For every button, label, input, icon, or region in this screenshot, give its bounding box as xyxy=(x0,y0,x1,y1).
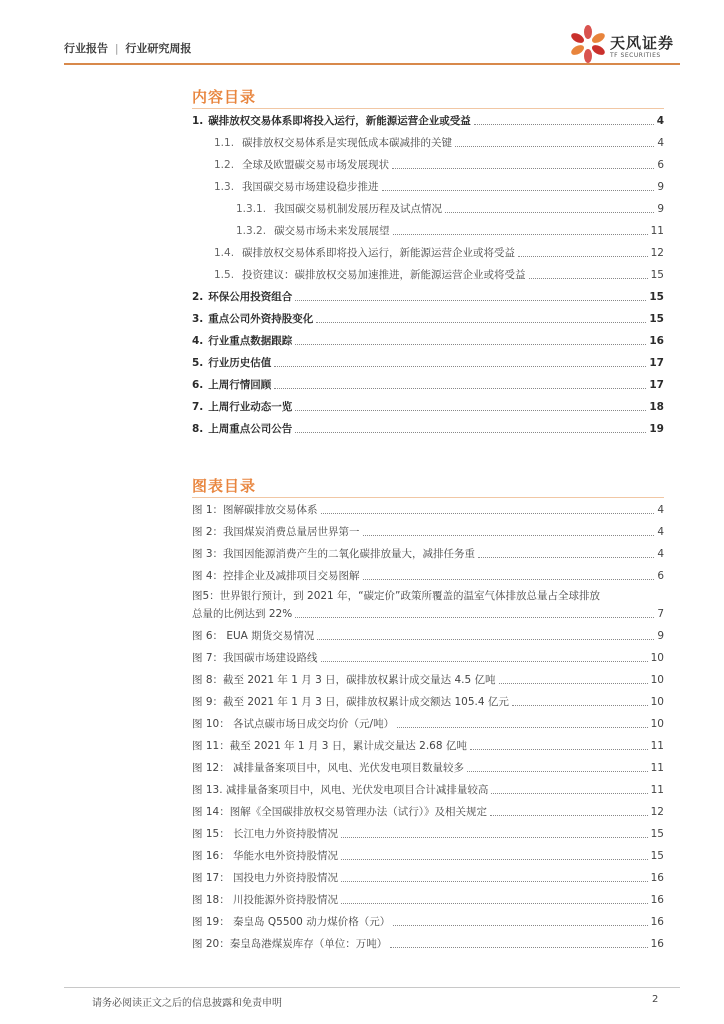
dot-leader xyxy=(295,344,646,345)
toc-item-page: 9 xyxy=(657,203,664,215)
dot-leader xyxy=(397,727,648,728)
figure-item[interactable] xyxy=(192,891,664,907)
toc-title-underline xyxy=(192,108,664,109)
dot-leader xyxy=(363,535,655,536)
company-logo xyxy=(568,24,678,64)
figure-item[interactable] xyxy=(192,671,664,687)
toc-item-number: 8. xyxy=(192,423,204,435)
report-type: 行业报告 xyxy=(64,42,108,55)
dot-leader xyxy=(295,300,646,301)
dot-leader xyxy=(478,557,654,558)
figure-item-text: 图 14：图解《全国碳排放权交易管理办法（试行）》及相关规定 xyxy=(192,806,487,818)
figure-item-page: 11 xyxy=(650,784,664,796)
figure-item[interactable] xyxy=(192,649,664,665)
toc-item-text: 重点公司外资持股变化 xyxy=(208,313,314,325)
toc-item-number: 1.1. xyxy=(214,137,235,149)
toc-item[interactable] xyxy=(236,222,664,238)
figure-item[interactable] xyxy=(192,737,664,753)
toc-item-number: 1.4. xyxy=(214,247,235,259)
figure-item-text: 图 20：秦皇岛港煤炭库存（单位：万吨） xyxy=(192,938,388,950)
toc-item[interactable] xyxy=(236,200,664,216)
page-number: 2 xyxy=(652,994,659,1005)
dot-leader xyxy=(321,661,648,662)
toc-item-text: 上周行情回顾 xyxy=(208,379,272,391)
figure-item[interactable] xyxy=(192,545,664,561)
toc-item-page: 17 xyxy=(649,379,664,391)
figure-item-text: 图 10： 各试点碳市场日成交均价（元/吨） xyxy=(192,718,395,730)
figure-item-text: 图 15： 长江电力外资持股情况 xyxy=(192,828,339,840)
figure-item-text: 图 11：截至 2021 年 1 月 3 日，累计成交量达 2.68 亿吨 xyxy=(192,740,467,752)
toc-item-page: 15 xyxy=(650,269,664,281)
toc-item-text: 全球及欧盟碳交易市场发展现状 xyxy=(242,159,390,171)
figure-item-text: 图 9：截至 2021 年 1 月 3 日，碳排放权累计成交额达 105.4 亿元 xyxy=(192,696,509,708)
toc-item-number: 3. xyxy=(192,313,204,325)
figure-item-text: 图 7：我国碳市场建设路线 xyxy=(192,652,318,664)
figure-item[interactable] xyxy=(192,567,664,583)
logo-flower-icon xyxy=(568,24,608,64)
dot-leader xyxy=(316,322,646,323)
figure-item-page: 16 xyxy=(650,872,664,884)
toc-item-text: 我国碳交易市场建设稳步推进 xyxy=(242,181,379,193)
figure-item[interactable] xyxy=(192,589,664,621)
figure-item[interactable] xyxy=(192,523,664,539)
figure-item-page: 16 xyxy=(650,894,664,906)
dot-leader xyxy=(341,859,648,860)
toc-item[interactable] xyxy=(214,156,664,172)
toc-item[interactable] xyxy=(192,310,664,326)
figure-item-text: 图 8：截至 2021 年 1 月 3 日，碳排放权累计成交量达 4.5 亿吨 xyxy=(192,674,496,686)
header-divider xyxy=(64,63,680,65)
toc-item-page: 18 xyxy=(649,401,664,413)
toc-item-page: 19 xyxy=(649,423,664,435)
dot-leader xyxy=(512,705,648,706)
figure-item[interactable] xyxy=(192,869,664,885)
dot-leader xyxy=(341,837,648,838)
figure-item-page: 4 xyxy=(657,504,664,516)
toc-item-text: 碳排放权交易体系是实现低成本碳减排的关键 xyxy=(242,137,453,149)
figure-item-page: 16 xyxy=(650,938,664,950)
figure-item[interactable] xyxy=(192,847,664,863)
toc-item-page: 12 xyxy=(650,247,664,259)
toc-item[interactable] xyxy=(192,332,664,348)
toc-item-text: 上周重点公司公告 xyxy=(208,423,293,435)
toc-item-number: 1.3. xyxy=(214,181,235,193)
toc-item-number: 1.3.2. xyxy=(236,225,267,237)
footer-divider xyxy=(64,987,680,988)
toc-item[interactable] xyxy=(192,420,664,436)
toc-item-text: 环保公用投资组合 xyxy=(208,291,293,303)
toc-item-text: 行业重点数据跟踪 xyxy=(208,335,293,347)
figures-title-underline xyxy=(192,497,664,498)
figure-item[interactable] xyxy=(192,781,664,797)
figure-item[interactable] xyxy=(192,825,664,841)
toc-item-number: 1.3.1. xyxy=(236,203,267,215)
figure-item-text: 图 19： 秦皇岛 Q5500 动力煤价格（元） xyxy=(192,916,391,928)
toc-item[interactable] xyxy=(192,398,664,414)
dot-leader xyxy=(499,683,648,684)
figure-item-page: 15 xyxy=(650,828,664,840)
dot-leader xyxy=(295,410,646,411)
figure-item-text: 图 2：我国煤炭消费总量居世界第一 xyxy=(192,526,360,538)
toc-item-number: 1.5. xyxy=(214,269,235,281)
toc-item[interactable] xyxy=(192,354,664,370)
figure-item-page: 15 xyxy=(650,850,664,862)
figure-item-page: 6 xyxy=(657,570,664,582)
figure-item[interactable] xyxy=(192,935,664,951)
dot-leader xyxy=(518,256,648,257)
header-separator: | xyxy=(114,42,119,55)
dot-leader xyxy=(470,749,648,750)
dot-leader xyxy=(467,771,648,772)
figure-item-text: 图 18： 川投能源外资持股情况 xyxy=(192,894,339,906)
logo-name: 天风证券 xyxy=(610,34,675,52)
toc-item-number: 5. xyxy=(192,357,204,369)
figure-item-page: 12 xyxy=(650,806,664,818)
figure-item-text: 图 13. 减排量备案项目中，风电、光伏发电项目合计减排量较高 xyxy=(192,784,489,796)
dot-leader xyxy=(529,278,648,279)
dot-leader xyxy=(393,925,647,926)
figure-item[interactable] xyxy=(192,913,664,929)
figure-item-page: 4 xyxy=(657,548,664,560)
dot-leader xyxy=(490,815,648,816)
dot-leader xyxy=(274,388,646,389)
dot-leader xyxy=(393,234,648,235)
toc-item[interactable] xyxy=(214,266,664,282)
toc-item-text: 碳排放权交易体系即将投入运行，新能源运营企业或将受益 xyxy=(242,247,516,259)
dot-leader xyxy=(455,146,654,147)
figures-title: 图表目录 xyxy=(192,477,257,495)
figure-item-page: 7 xyxy=(657,608,664,620)
toc-item-number: 1. xyxy=(192,115,204,127)
logo-english: TF SECURITIES xyxy=(610,52,661,59)
figure-item-page: 4 xyxy=(657,526,664,538)
dot-leader xyxy=(491,793,647,794)
toc-item[interactable] xyxy=(192,112,664,128)
figure-item-text: 图5：世界银行预计，到 2021 年，“碳定价”政策所覆盖的温室气体排放总量占全球排放 xyxy=(192,590,600,602)
toc-item[interactable] xyxy=(192,376,664,392)
toc-item-text: 碳交易市场未来发展展望 xyxy=(274,225,390,237)
dot-leader xyxy=(474,124,654,125)
figure-item-text: 图 6： EUA 期货交易情况 xyxy=(192,630,315,642)
toc-item-page: 4 xyxy=(656,115,664,127)
footer-disclaimer: 请务必阅读正文之后的信息披露和免责申明 xyxy=(92,998,282,1009)
dot-leader xyxy=(295,617,654,618)
figure-item-text: 图 3：我国因能源消费产生的二氧化碳排放量大，减排任务重 xyxy=(192,548,476,560)
report-header xyxy=(64,40,191,56)
toc-item-page: 16 xyxy=(649,335,664,347)
toc-title: 内容目录 xyxy=(192,88,257,106)
toc-item-number: 6. xyxy=(192,379,204,391)
dot-leader xyxy=(390,947,647,948)
toc-item-text: 上周行业动态一览 xyxy=(208,401,293,413)
figure-item-text: 图 12： 减排量备案项目中，风电、光伏发电项目数量较多 xyxy=(192,762,465,774)
toc-item-number: 2. xyxy=(192,291,204,303)
toc-item-page: 15 xyxy=(649,313,664,325)
dot-leader xyxy=(445,212,654,213)
dot-leader xyxy=(363,579,655,580)
dot-leader xyxy=(382,190,655,191)
figure-item[interactable] xyxy=(192,693,664,709)
toc-item-page: 15 xyxy=(649,291,664,303)
toc-item-page: 6 xyxy=(657,159,664,171)
dot-leader xyxy=(321,513,655,514)
toc-item-number: 4. xyxy=(192,335,204,347)
report-subtype: 行业研究周报 xyxy=(125,42,192,55)
toc-item-page: 4 xyxy=(657,137,664,149)
figure-item[interactable] xyxy=(192,627,664,643)
toc-item-number: 7. xyxy=(192,401,204,413)
dot-leader xyxy=(317,639,654,640)
figure-item[interactable] xyxy=(192,501,664,517)
figure-item-page: 10 xyxy=(650,696,664,708)
figure-item-page: 16 xyxy=(650,916,664,928)
figure-item-continuation xyxy=(192,605,664,621)
figure-item-text: 图 17： 国投电力外资持股情况 xyxy=(192,872,339,884)
toc-item-text: 投资建议：碳排放权交易加速推进，新能源运营企业或将受益 xyxy=(242,269,526,281)
figure-item-text: 图 1：图解碳排放交易体系 xyxy=(192,504,318,516)
toc-item-text: 我国碳交易机制发展历程及试点情况 xyxy=(274,203,443,215)
dot-leader xyxy=(392,168,654,169)
figure-item[interactable] xyxy=(192,759,664,775)
dot-leader xyxy=(295,432,646,433)
figure-item-text-line2: 总量的比例达到 22% xyxy=(192,608,293,620)
figure-item-page: 10 xyxy=(650,652,664,664)
toc-item[interactable] xyxy=(214,244,664,260)
figure-item[interactable] xyxy=(192,803,664,819)
toc-item-page: 9 xyxy=(657,181,664,193)
figure-item[interactable] xyxy=(192,715,664,731)
figure-item-page: 10 xyxy=(650,674,664,686)
toc-item[interactable] xyxy=(192,288,664,304)
figure-item-page: 10 xyxy=(650,718,664,730)
toc-item[interactable] xyxy=(214,178,664,194)
figure-item-page: 9 xyxy=(657,630,664,642)
toc-item-text: 行业历史估值 xyxy=(208,357,272,369)
toc-item-page: 11 xyxy=(650,225,664,237)
dot-leader xyxy=(341,903,648,904)
figure-item-text: 图 16： 华能水电外资持股情况 xyxy=(192,850,339,862)
figure-item-page: 11 xyxy=(650,740,664,752)
toc-item[interactable] xyxy=(214,134,664,150)
toc-item-page: 17 xyxy=(649,357,664,369)
toc-item-text: 碳排放权交易体系即将投入运行，新能源运营企业或受益 xyxy=(208,115,471,127)
dot-leader xyxy=(341,881,648,882)
dot-leader xyxy=(274,366,646,367)
figure-item-page: 11 xyxy=(650,762,664,774)
toc-item-number: 1.2. xyxy=(214,159,235,171)
figure-item-text: 图 4：控排企业及减排项目交易图解 xyxy=(192,570,360,582)
